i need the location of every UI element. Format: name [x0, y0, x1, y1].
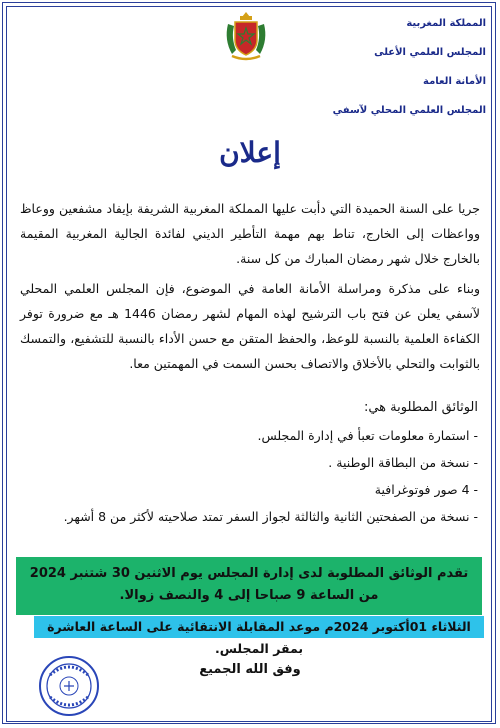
signoff: وفق الله الجميع	[199, 662, 301, 677]
intro-paragraph: جريا على السنة الحميدة التي دأبت عليها المملكة المغربية الشريفة بإيفاد مشفعين ووعاظ وواعظات إلى الخارج، تناط بهم مهمة التأطير الديني لفائدة الجالية المغربية المقيمة بالخارج خلال شهر رمضان المبارك من كل سنة.	[20, 201, 480, 266]
header-line: المجلس العلمي الأعلى	[374, 47, 486, 58]
list-item: - نسخة من البطاقة الوطنية .	[328, 455, 478, 470]
documents-list	[38, 426, 478, 534]
deadline-banner	[16, 557, 482, 615]
official-stamp-icon	[38, 655, 100, 717]
header-line: المجلس العلمي المحلي لآسفي	[332, 105, 486, 116]
announcement-title: إعلان	[219, 136, 281, 169]
list-item: - استمارة معلومات تعبأ في إدارة المجلس.	[257, 428, 478, 443]
list-item: - نسخة من الصفحتين الثانية والثالثة لجواز السفر تمتد صلاحيته لأكثر من 8 أشهر.	[63, 509, 478, 524]
header-line: المملكة المغربية	[406, 18, 486, 29]
documents-heading: الوثائق المطلوبة هي:	[363, 400, 478, 415]
coat-of-arms-icon	[222, 10, 270, 62]
issuer-header	[326, 14, 486, 130]
call-paragraph: وبناء على مذكرة ومراسلة الأمانة العامة في الموضوع، فإن المجلس العلمي المحلي لآسفي يعلن عن فتح باب الترشيح لهذه المهام لشهر رمضان 1446 هـ مع ضرورة توفر الكفاءة العلمية بالنسبة للوعظ، والحفظ المتقن مع حسن الأداء بالنسبة للتشفيع، والتمسك بالثوابت والتحلي بالأخلاق والاتصاف بحسن السمت في المهمتين معا.	[20, 281, 481, 371]
list-item: - 4 صور فوتوغرافية	[374, 482, 478, 497]
deadline-line: تقدم الوثائق المطلوبة لدى إدارة المجلس يوم الاثنين 30 شتنبر 2024	[29, 566, 469, 581]
deadline-hours: من الساعة 9 صباحا إلى 4 والنصف زوالا.	[119, 588, 379, 603]
interview-banner: الثلاثاء 01أكتوبر 2024م موعد المقابلة الانتقائية على الساعة العاشرة بمقر المجلس.	[34, 616, 484, 638]
header-line: الأمانة العامة	[423, 76, 486, 87]
